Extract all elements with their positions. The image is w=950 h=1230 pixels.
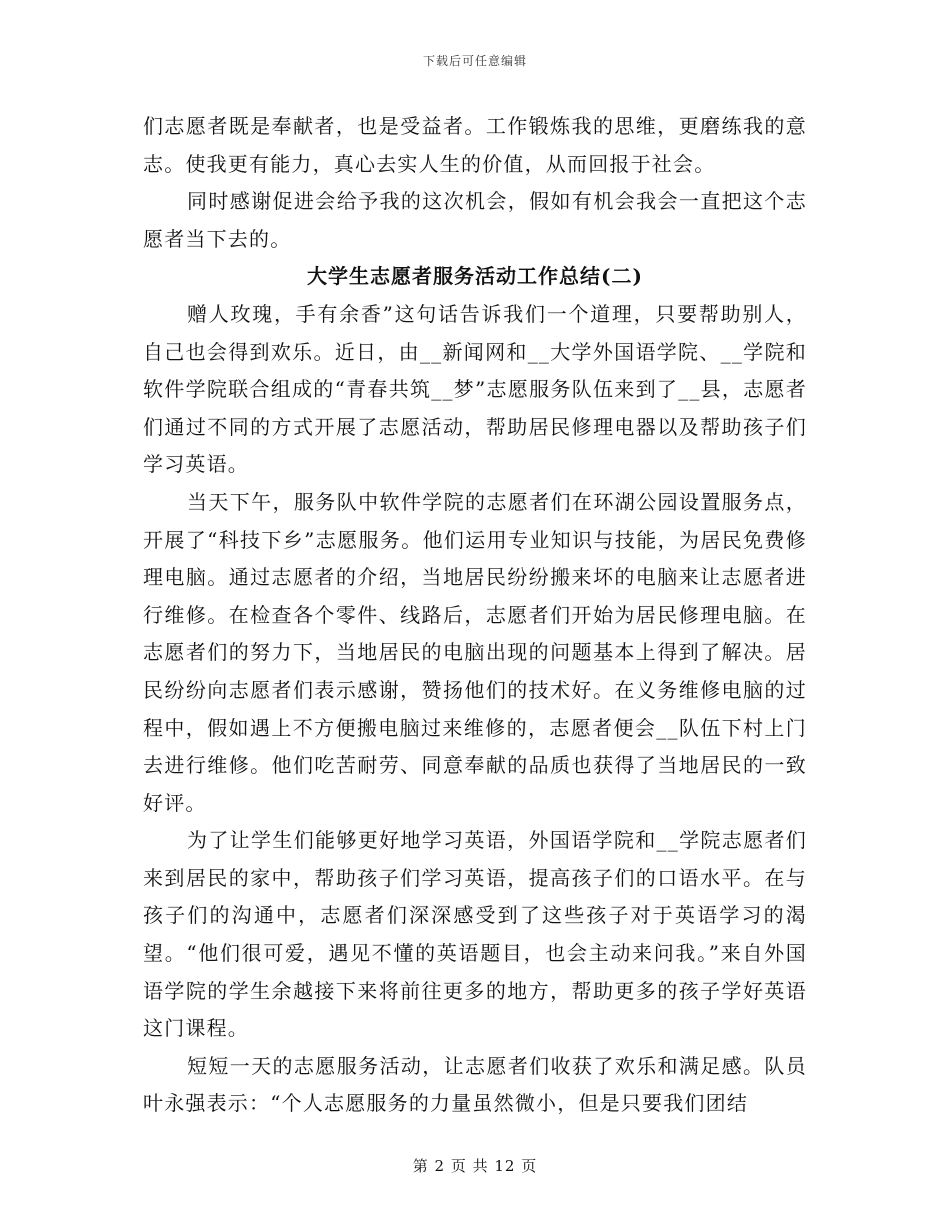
paragraph-4: 当天下午，服务队中软件学院的志愿者们在环湖公园设置服务点，开展了“科技下乡”志愿服务。他们运用专业知识与技能，为居民免费修理电脑。通过志愿者的介绍，当地居民纷纷搬来坏的电脑来让志愿者进行维修。在检查各个零件、线路后，志愿者们开始为居民修理电脑。在志愿者们的努力下，当地居民的电脑出现的问题基本上得到了解决。居民纷纷向志愿者们表示感谢，赞扬他们的技术好。在义务维修电脑的过程中，假如遇上不方便搬电脑过来维修的，志愿者便会__队伍下村上门去进行维修。他们吃苦耐劳、同意奉献的品质也获得了当地居民的一致好评。 bbox=[143, 489, 807, 815]
paragraph-5: 为了让学生们能够更好地学习英语，外国语学院和__学院志愿者们来到居民的家中，帮助孩子们学习英语，提高孩子们的口语水平。在与孩子们的沟通中，志愿者们深深感受到了这些孩子对于英语学习的渴望。“他们很可爱，遇见不懂的英语题目，也会主动来问我。”来自外国语学院的学生余越接下来将前往更多的地方，帮助更多的孩子学好英语这门课程。 bbox=[143, 828, 807, 1041]
paragraph-2: 同时感谢促进会给予我的这次机会，假如有机会我会一直把这个志愿者当下去的。 bbox=[143, 189, 807, 251]
paragraph-6: 短短一天的志愿服务活动，让志愿者们收获了欢乐和满足感。队员叶永强表示：“个人志愿服务的力量虽然微小，但是只要我们团结 bbox=[143, 1053, 807, 1116]
section-title: 大学生志愿者服务活动工作总结(二) bbox=[307, 264, 643, 289]
document-body bbox=[143, 108, 807, 1123]
paragraph-1: 们志愿者既是奉献者，也是受益者。工作锻炼我的思维，更磨练我的意志。使我更有能力，真心去实人生的价值，从而回报于社会。 bbox=[143, 114, 807, 176]
page-number: 第 2 页 共 12 页 bbox=[412, 1157, 538, 1175]
paragraph-3: 赠人玫瑰，手有余香”这句话告诉我们一个道理，只要帮助别人，自己也会得到欢乐。近日，由__新闻网和__大学外国语学院、__学院和软件学院联合组成的“青春共筑__梦”志愿服务队伍来到了__县，志愿者们通过不同的方式开展了志愿活动，帮助居民修理电器以及帮助孩子们学习英语。 bbox=[143, 301, 807, 477]
page-header: 下载后可任意编辑 bbox=[422, 54, 527, 68]
